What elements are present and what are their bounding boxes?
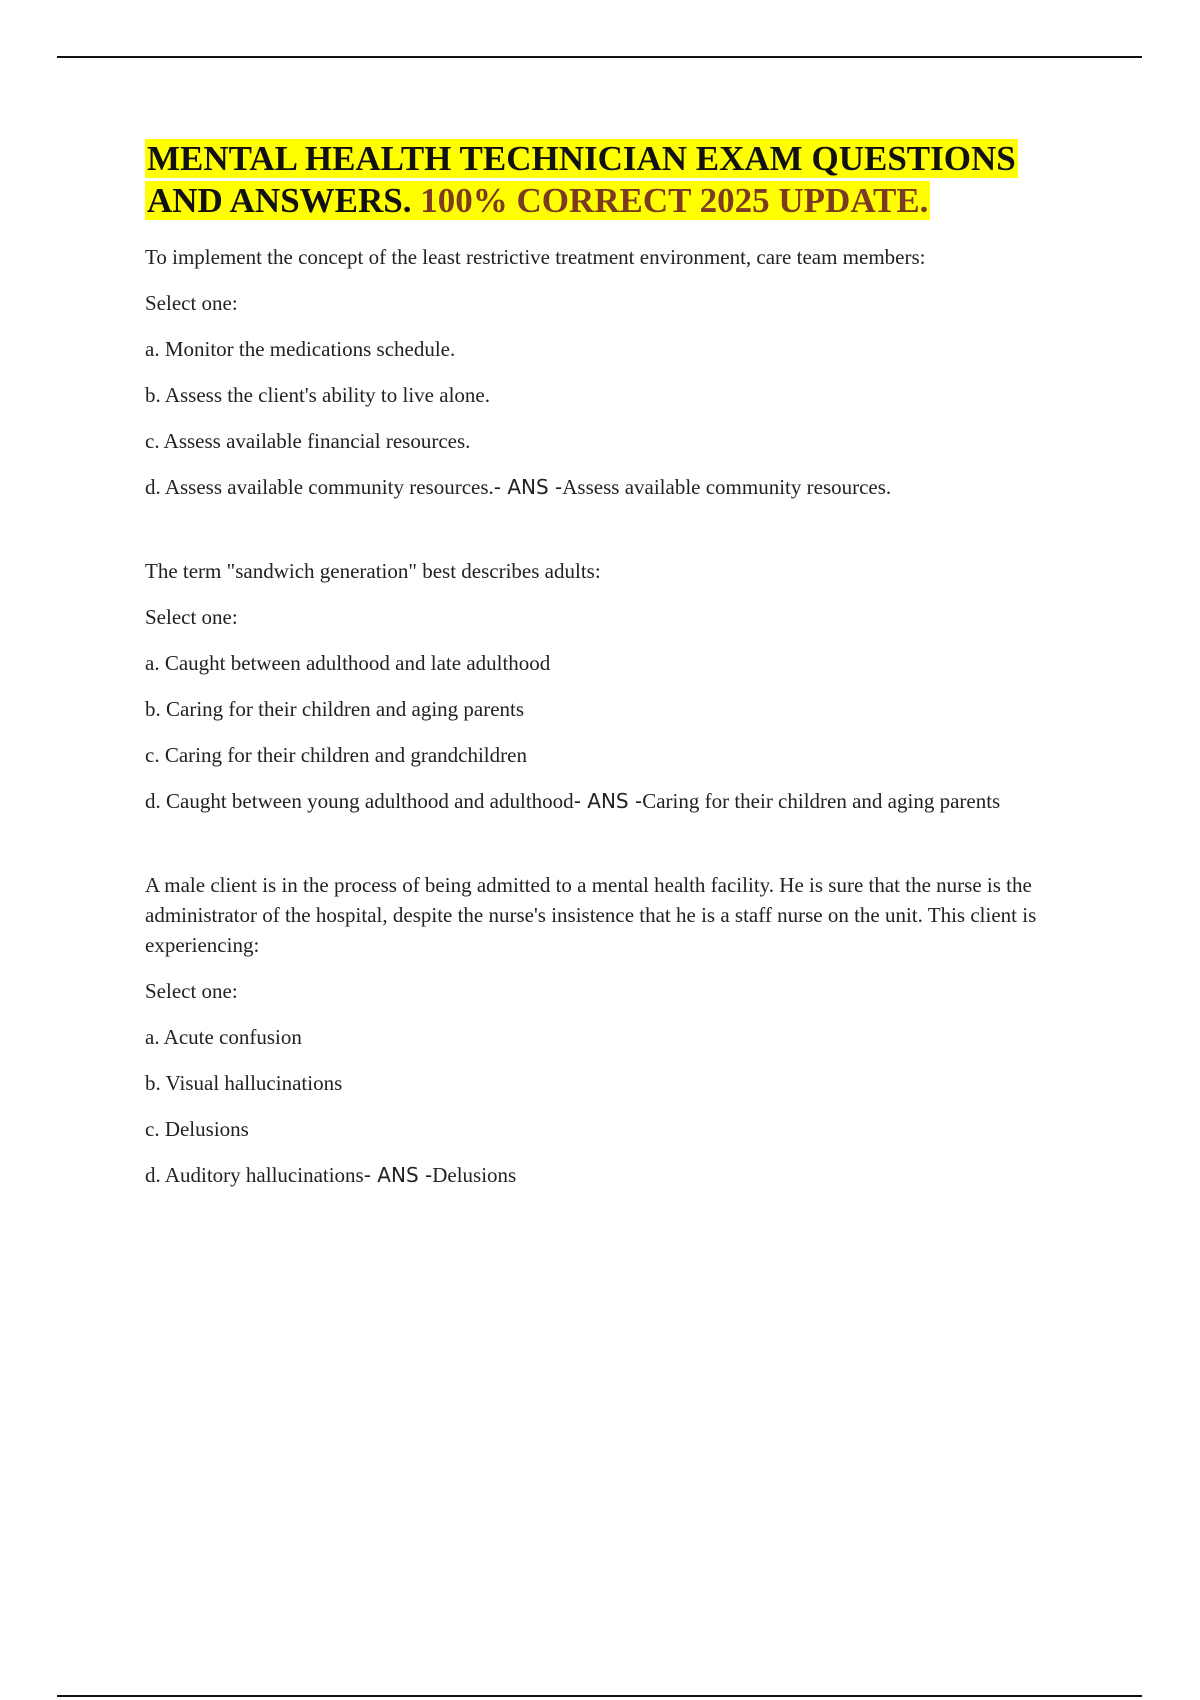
top-rule [57, 56, 1142, 58]
ans-marker: - ANS - [493, 475, 563, 499]
option-a: a. Monitor the medications schedule. [145, 337, 456, 361]
option-d: d. Assess available community resources. [145, 475, 494, 499]
option-d-with-answer [145, 472, 1075, 502]
question-block [145, 870, 1075, 1190]
ans-marker: - ANS - [573, 789, 643, 813]
question-block [145, 242, 1075, 502]
option-a: a. Acute confusion [145, 1025, 302, 1049]
select-prompt: Select one: [145, 979, 238, 1003]
document-title [145, 138, 1075, 222]
option-d-with-answer [145, 1160, 1075, 1190]
bottom-rule [57, 1695, 1142, 1697]
title-main: MENTAL HEALTH TECHNICIAN EXAM QUESTIONS AND ANSWERS. [147, 139, 1016, 220]
option-b: b. Caring for their children and aging parents [145, 697, 525, 721]
option-c: c. Caring for their children and grandchildren [145, 743, 527, 767]
option-c: c. Delusions [145, 1117, 249, 1141]
option-c: c. Assess available financial resources. [145, 429, 471, 453]
question-text: To implement the concept of the least restrictive treatment environment, care team members: [145, 245, 926, 269]
option-d-with-answer [145, 786, 1005, 816]
document-body [145, 138, 1075, 1244]
answer-text: Caring for their children and aging parents [642, 789, 1001, 813]
option-b: b. Assess the client's ability to live alone. [145, 383, 490, 407]
select-prompt: Select one: [145, 605, 238, 629]
select-prompt: Select one: [145, 291, 238, 315]
option-a: a. Caught between adulthood and late adulthood [145, 651, 551, 675]
title-update: 100% CORRECT 2025 UPDATE. [420, 181, 929, 220]
question-block [145, 556, 1075, 816]
option-d: d. Auditory hallucinations [145, 1163, 364, 1187]
question-text: The term "sandwich generation" best describes adults: [145, 559, 601, 583]
option-d: d. Caught between young adulthood and adulthood [145, 789, 574, 813]
title-highlight [145, 139, 1018, 220]
option-b: b. Visual hallucinations [145, 1071, 343, 1095]
answer-text: Delusions [432, 1163, 517, 1187]
question-text: A male client is in the process of being admitted to a mental health facility. He is sure that the nurse is the administrator of the hospital, despite the nurse's insistence that he is a staff nurse on the unit. This client is experiencing: [145, 873, 1037, 957]
answer-text: Assess available community resources. [562, 475, 892, 499]
ans-marker: - ANS - [363, 1163, 433, 1187]
